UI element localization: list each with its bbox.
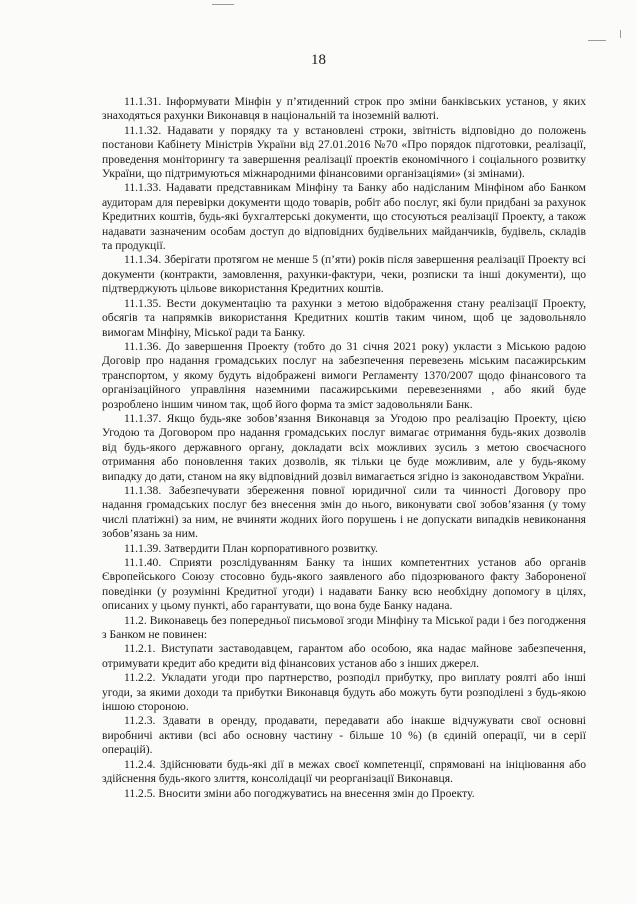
paragraph-11-1-31: 11.1.31. Інформувати Мінфін у п’ятиденний строк про зміни банківських установ, у яких знаходяться рахунки Виконавця в національній та іноземній валюті. (102, 95, 586, 123)
paragraph-11-1-36: 11.1.36. До завершення Проекту (тобто до 31 січня 2021 року) укласти з Міською радою Договір про надання громадських послуг на забезпечення перевезень міським пасажирським транспортом, у якому будуть відображені вимоги Регламенту 1370/2007 щодо фінансового та організаційного управління наземними пасажирськими перевезеннями , або який буде розроблено іншим чином так, щоб його форма та зміст задовольняли Банк. (102, 339, 586, 411)
paragraph-11-2: 11.2. Виконавець без попередньої письмової згоди Мінфіну та Міської ради і без погодження з Банком не повинен: (102, 613, 586, 642)
page-number: 18 (311, 52, 326, 68)
paragraph-11-2-3: 11.2.3. Здавати в оренду, продавати, передавати або інакше відчужувати свої основні виробничі активи (всі або основну частину - більше 10 %) (в єдиній операції, чи в серії операцій). (102, 714, 586, 757)
paragraph-11-2-1: 11.2.1. Виступати заставодавцем, гарантом або особою, яка надає майнове забезпечення, отримувати кредит або кредити від фінансових установ або з інших джерел. (102, 642, 586, 670)
paragraph-11-1-34: 11.1.34. Зберігати протягом не менше 5 (п’яти) років після завершення реалізації Проекту всі документи (контракти, замовлення, рахунки-фактури, чеки, розписки та інші документи), що підтверджують цільове використання Кредитних коштів. (102, 253, 586, 296)
scan-mark (588, 40, 606, 41)
paragraph-11-1-35: 11.1.35. Вести документацію та рахунки з метою відображення стану реалізації Проекту, обсягів та напрямків використання Кредитних коштів таким чином, щоб це задовольняло вимогам Мінфіну, Міської ради та Банку. (102, 296, 586, 339)
paragraph-11-2-4: 11.2.4. Здійснювати будь-які дії в межах своєї компетенції, спрямовані на ініціювання або здійснення будь-якого злиття, консолідації чи реорганізації Виконавця. (102, 757, 586, 786)
paragraph-11-1-32: 11.1.32. Надавати у порядку та у встановлені строки, звітність відповідно до положень постанови Кабінету Міністрів України від 27.01.2016 №70 «Про порядок підготовки, реалізації, проведення моніторингу та завершення реалізації проектів економічного і соціального розвитку України, що підтримуються міжнародними фінансовими організаціями» (зі змінами). (102, 123, 586, 181)
paragraph-11-1-40: 11.1.40. Сприяти розслідуванням Банку та інших компетентних установ або органів Європейського Союзу стосовно будь-якого заявленого або підозрюваного факту Забороненої поведінки (у розумінні Кредитної угоди) і надавати Банку всю необхідну допомогу в цілях, описаних у цьому пункті, або гарантувати, що вона буде Банку надана. (102, 556, 586, 613)
paragraph-11-2-5: 11.2.5. Вносити зміни або погоджуватись на внесення змін до Проекту. (124, 786, 475, 800)
paragraph-11-1-37: 11.1.37. Якщо будь-яке зобов’язання Виконавця за Угодою про реалізацію Проекту, цією Угодою та Договором про надання громадських послуг вимагає отримання будь-яких дозволів від будь-якого державного органу, докладати всіх можливих зусиль з метою своєчасного отримання або поновлення таких дозволів, як тільки це буде можливим, але у будь-якому випадку до дати, станом на яку відповідний дозвіл вимагається згідно із законодавством України. (102, 411, 586, 483)
scan-mark (212, 4, 234, 5)
document-body (102, 95, 586, 801)
paragraph-11-2-2: 11.2.2. Укладати угоди про партнерство, розподіл прибутку, про виплату роялті або інші угоди, за якими доходи та прибутки Виконавця будуть або можуть бути розподілені з будь-якою іншою стороною. (102, 671, 586, 714)
paragraph-11-1-38: 11.1.38. Забезпечувати збереження повної юридичної сили та чинності Договору про надання громадських послуг без внесення змін до нього, виконувати свої зобов’язання (у тому числі платіжні) за ним, не вчиняти жодних його порушень і не допускати випадків невиконання зобов’язань за ним. (102, 483, 586, 541)
scan-mark (620, 30, 621, 38)
paragraph-11-1-33: 11.1.33. Надавати представникам Мінфіну та Банку або надісланим Мінфіном або Банком аудиторам для перевірки документи щодо товарів, робіт або послуг, які були придбані за рахунок Кредитних коштів, будь-які бухгалтерські документи, що стосуються реалізації Проекту, а також надавати зазначеним особам доступ до відповідних будівельних майданчиків, будівель, складів та продукції. (102, 181, 586, 253)
paragraph-11-1-39: 11.1.39. Затвердити План корпоративного розвитку. (124, 541, 378, 555)
